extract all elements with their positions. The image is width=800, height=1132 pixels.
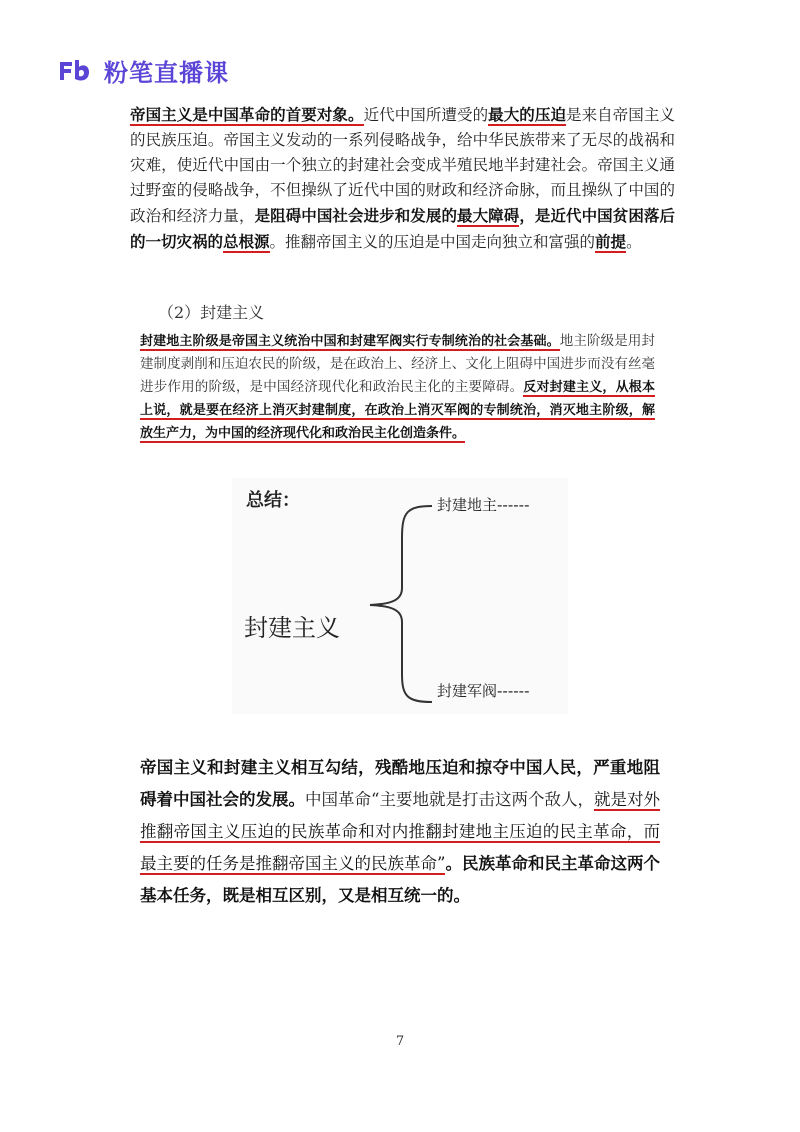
highlight-text: 封建地主阶级是帝国主义统治中国和封建军阀实行专制统治的社会基础。 bbox=[140, 334, 560, 349]
diagram-branch-bottom: 封建军阀------ bbox=[437, 682, 530, 700]
page-number: 7 bbox=[395, 1034, 405, 1049]
diagram-branch-top: 封建地主------ bbox=[437, 496, 530, 514]
body-text: 近代中国所遭受的 bbox=[363, 106, 489, 124]
summary-label: 总结： bbox=[246, 490, 300, 511]
summary-diagram bbox=[232, 478, 568, 714]
highlight-text: 最大障碍 bbox=[457, 206, 520, 225]
brand-name: 粉笔直播课 bbox=[104, 58, 229, 87]
paragraph-conclusion bbox=[140, 752, 660, 912]
body-text: 。推翻帝国主义的压迫是中国走向独立和富强的 bbox=[269, 233, 596, 251]
highlight-text: 最大的压迫 bbox=[488, 105, 567, 124]
bold-text: 是阻碍中国社会进步和发展的 bbox=[254, 206, 458, 225]
highlight-text: 就是对外推翻帝国主义压迫的民族革命和对内推翻封建地主压迫的民主革命，而最主要的任务是推翻帝国主义的民族革命” bbox=[140, 790, 661, 873]
paragraph-feudalism bbox=[140, 330, 655, 445]
brand-logo bbox=[58, 56, 229, 87]
body-text: 中国革命“主要地就是打击这两个敌人， bbox=[305, 790, 595, 809]
fb-logo-icon bbox=[58, 58, 94, 82]
highlight-text: 前提 bbox=[595, 232, 627, 251]
highlight-text: 反对封建主义，从根本上说，就是要在经济上消灭封建制度，在政治上消灭军阀的专制统治，消灭地主阶级，解放生产力，为中国的经济现代化和政治民主化创造条件。 bbox=[140, 380, 655, 441]
section-heading-feudalism: （2）封建主义 bbox=[158, 303, 265, 322]
body-text: 是来自帝国主义的民族压迫。帝国主义发动的一系列侵略战争，给中华民族带来了无尽的战祸和灾难，使近代中国由一个独立的封建社会变成半殖民地半封建社会。帝国主义通过野蛮的侵略战争，不但操纵了近代中国的财政和经济命脉，而且操纵了中国的政治和经济力量， bbox=[130, 106, 675, 225]
body-text: 。 bbox=[626, 233, 642, 251]
bold-text: ，是近代中国贫困落后的一切灾祸的 bbox=[130, 206, 675, 251]
paragraph-imperialism bbox=[130, 102, 675, 255]
diagram-center-label: 封建主义 bbox=[244, 614, 340, 642]
highlight-text: 总根源 bbox=[223, 232, 270, 251]
highlight-text: 帝国主义是中国革命的首要对象。 bbox=[130, 105, 364, 124]
body-text: 地主阶级是用封建制度剥削和压迫农民的阶级，是在政治上、经济上、文化上阻碍中国进步而没有丝毫进步作用的阶级，是中国经济现代化和政治民主化的主要障碍。 bbox=[140, 333, 655, 395]
bold-text: 帝国主义和封建主义相互勾结，残酷地压迫和掠夺中国人民，严重地阻碍着中国社会的发展。 bbox=[140, 758, 660, 809]
bold-text: 。民族革命和民主革命这两个基本任务，既是相互区别，又是相互统一的。 bbox=[140, 854, 661, 905]
